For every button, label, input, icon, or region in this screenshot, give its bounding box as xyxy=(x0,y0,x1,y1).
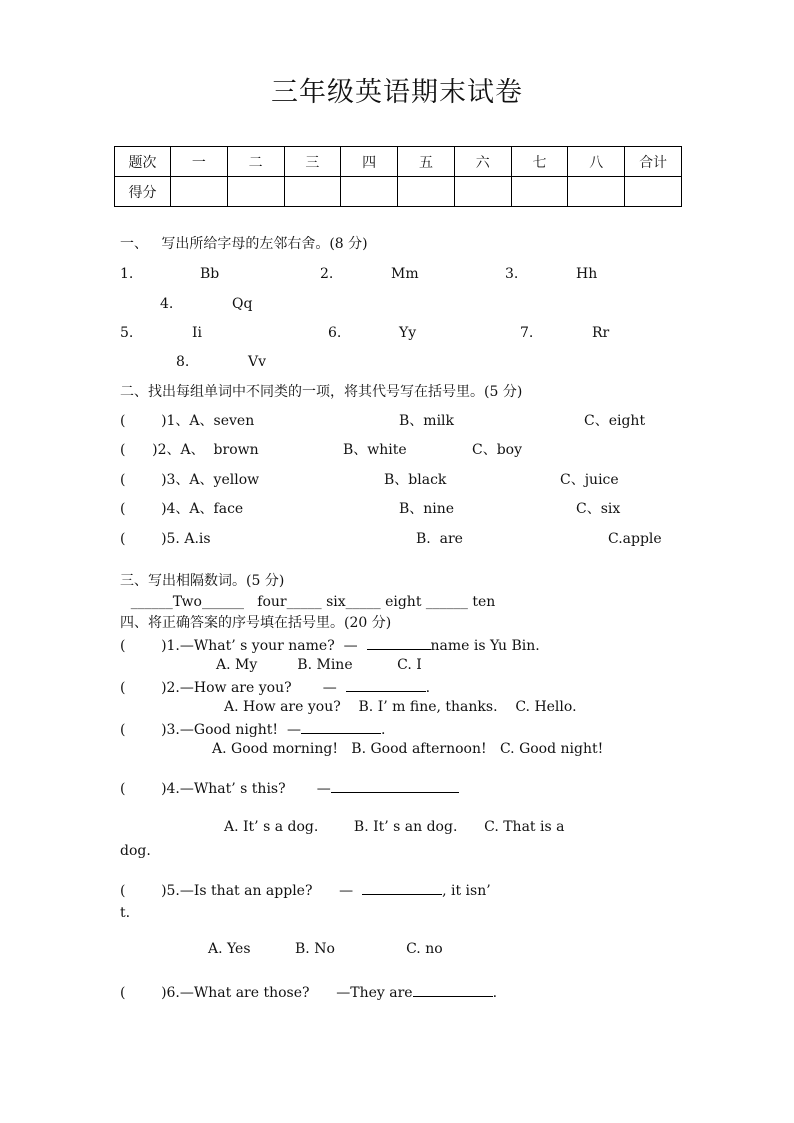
s1-item-number: 2. xyxy=(320,266,334,282)
answer-blank[interactable] xyxy=(301,719,381,734)
score-cell[interactable] xyxy=(171,177,228,207)
score-table-header-row xyxy=(115,147,682,177)
s2-option-c: C、boy xyxy=(472,442,523,458)
page-title: 三年级英语期末试卷 xyxy=(271,77,523,108)
s1-item-number: 7. xyxy=(520,325,534,341)
question-text: ( )4.—What’ s this? — xyxy=(120,781,331,797)
section4-heading: 四、将正确答案的序号填在括号里。(20 分) xyxy=(120,615,392,631)
s4-question-5-wrap: t. xyxy=(120,905,131,921)
s2-question: ( )4、A、face xyxy=(120,501,244,517)
header-cell-total: 合计 xyxy=(625,147,682,177)
header-cell-label: 题次 xyxy=(115,147,171,177)
answer-blank[interactable] xyxy=(413,982,493,997)
score-table-score-row xyxy=(115,177,682,207)
question-text: ( )3.—Good night! — xyxy=(120,722,301,738)
s4-question-1 xyxy=(120,635,540,655)
answer-blank[interactable] xyxy=(367,635,431,650)
s2-option-b: B、black xyxy=(384,472,447,488)
s1-item-letter: Yy xyxy=(399,325,417,341)
s4-options-3: A. Good morning! B. Good afternoon! C. Good night! xyxy=(212,741,604,757)
s2-option-b: B. are xyxy=(416,531,463,547)
s1-item-number: 6. xyxy=(328,325,342,341)
s4-options-4: A. It’ s a dog. B. It’ s an dog. C. That is a xyxy=(224,819,565,835)
s4-question-4 xyxy=(120,778,459,798)
s2-option-c: C.apple xyxy=(608,531,662,547)
score-cell[interactable] xyxy=(511,177,568,207)
s2-option-b: B、white xyxy=(343,442,407,458)
question-text-after: . xyxy=(380,722,386,738)
s2-option-b: B、nine xyxy=(399,501,455,517)
score-cell[interactable] xyxy=(341,177,398,207)
question-text: ( )2.—How are you? — xyxy=(120,680,346,696)
question-text: ( )6.—What are those? —They are xyxy=(120,985,413,1001)
s2-option-c: C、juice xyxy=(560,472,619,488)
header-cell: 七 xyxy=(511,147,568,177)
score-cell[interactable] xyxy=(568,177,625,207)
s2-option-c: C、eight xyxy=(584,413,646,429)
s3-number-line: ______Two______ four_____ six_____ eight ______ ten xyxy=(104,594,496,610)
s1-item-letter: Qq xyxy=(232,296,253,312)
s1-item-letter: Ii xyxy=(192,325,203,341)
s2-option-c: C、six xyxy=(576,501,621,517)
answer-blank[interactable] xyxy=(331,778,459,793)
header-cell: 六 xyxy=(454,147,511,177)
header-cell: 一 xyxy=(171,147,228,177)
s1-item-number: 4. xyxy=(160,296,174,312)
header-cell: 五 xyxy=(398,147,455,177)
question-text-after: name is Yu Bin. xyxy=(430,638,540,654)
s4-question-3 xyxy=(120,719,385,739)
s2-question: ( )5. A.is xyxy=(120,531,211,547)
answer-blank[interactable] xyxy=(346,677,426,692)
s1-item-number: 5. xyxy=(120,325,134,341)
s1-item-letter: Hh xyxy=(576,266,598,282)
s1-item-letter: Rr xyxy=(592,325,610,341)
score-cell[interactable] xyxy=(454,177,511,207)
header-cell: 四 xyxy=(341,147,398,177)
header-cell: 八 xyxy=(568,147,625,177)
score-cell[interactable] xyxy=(227,177,284,207)
score-cell[interactable] xyxy=(625,177,682,207)
section3-heading: 三、写出相隔数词。(5 分) xyxy=(120,573,285,589)
s4-options-4-wrap: dog. xyxy=(120,843,151,859)
s4-options-2: A. How are you? B. I’ m fine, thanks. C. Hello. xyxy=(224,699,577,715)
answer-blank[interactable] xyxy=(362,880,442,895)
header-cell: 二 xyxy=(227,147,284,177)
s1-item-number: 3. xyxy=(505,266,519,282)
s2-question: ( )3、A、yellow xyxy=(120,472,260,488)
s2-question: ( )2、A、 brown xyxy=(120,442,259,458)
s1-item-number: 1. xyxy=(120,266,134,282)
s4-question-6 xyxy=(120,982,497,1002)
s1-item-letter: Mm xyxy=(391,266,419,282)
s4-question-5 xyxy=(120,880,491,900)
score-cell[interactable] xyxy=(398,177,455,207)
s2-question: ( )1、A、seven xyxy=(120,413,255,429)
header-cell: 三 xyxy=(284,147,341,177)
question-text-after: , it isn’ xyxy=(442,883,491,899)
question-text: ( )1.—What’ s your name? — xyxy=(120,638,367,654)
section1-heading: 一、 写出所给字母的左邻右舍。(8 分) xyxy=(120,236,368,252)
s4-question-2 xyxy=(120,677,430,697)
question-text-after: . xyxy=(492,985,498,1001)
score-row-label: 得分 xyxy=(115,177,171,207)
question-text-after: . xyxy=(425,680,431,696)
section2-heading: 二、找出每组单词中不同类的一项，将其代号写在括号里。(5 分) xyxy=(120,384,523,400)
score-table xyxy=(114,146,682,207)
s4-options-5: A. Yes B. No C. no xyxy=(208,941,443,957)
s1-item-letter: Vv xyxy=(248,354,267,370)
s4-options-1: A. My B. Mine C. I xyxy=(216,657,422,673)
score-cell[interactable] xyxy=(284,177,341,207)
question-text: ( )5.—Is that an apple? — xyxy=(120,883,363,899)
s1-item-number: 8. xyxy=(176,354,190,370)
s2-option-b: B、milk xyxy=(399,413,455,429)
s1-item-letter: Bb xyxy=(200,266,220,282)
